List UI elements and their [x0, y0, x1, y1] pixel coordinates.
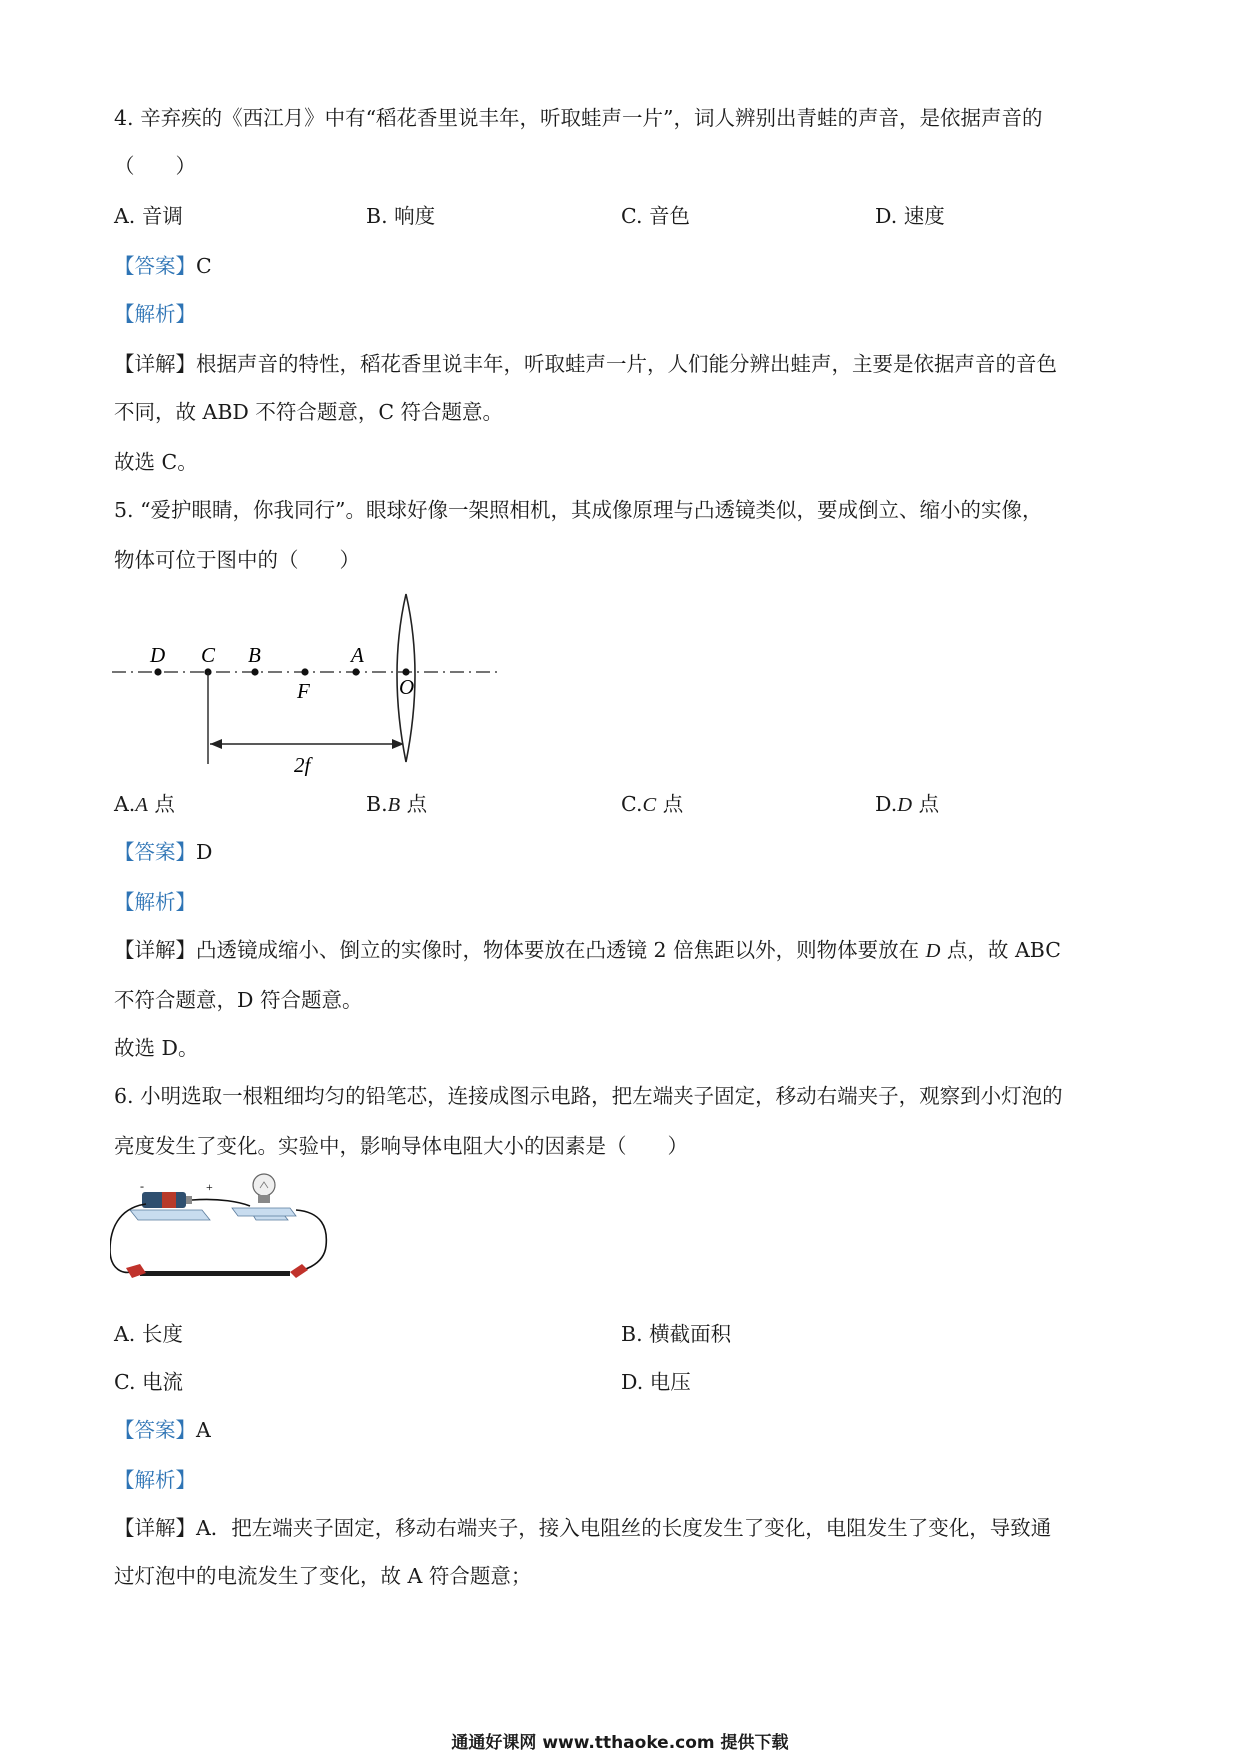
q5-stem-line2: 物体可位于图中的（ ）	[114, 548, 360, 572]
q4-detail-line2: 不同，故 ABD 不符合题意，C 符合题意。	[114, 400, 504, 424]
point-d	[154, 668, 161, 675]
q4-conclusion: 故选 C。	[114, 450, 198, 474]
answer-tag: 【答案】	[114, 254, 196, 278]
q6-option-b: B. 横截面积	[621, 1322, 732, 1346]
label-f: F	[297, 679, 310, 703]
q5-detail-line1: 【详解】凸透镜成缩小、倒立的实像时，物体要放在凸透镜 2 倍焦距以外，则物体要放在 D 点，故 ABC	[114, 938, 1061, 962]
battery-plus-label: +	[206, 1180, 213, 1194]
label-a: A	[351, 643, 364, 667]
q4-detail-line1: 【详解】根据声音的特性，稻花香里说丰年，听取蛙声一片，人们能分辨出蛙声，主要是依据声音的音色	[114, 352, 1057, 376]
q6-stem-line2: 亮度发生了变化。实验中，影响导体电阻大小的因素是（ ）	[114, 1134, 688, 1158]
right-clip	[290, 1264, 308, 1278]
light-bulb-icon	[253, 1174, 275, 1196]
q4-stem-line1: 4. 辛弃疾的《西江月》中有“稻花香里说丰年，听取蛙声一片”，词人辨别出青蛙的声音，是依据声音的	[114, 106, 1043, 130]
q5-stem-line1: 5. “爱护眼睛，你我同行”。眼球好像一架照相机，其成像原理与凸透镜类似，要成倒立、缩小的实像，	[114, 498, 1043, 522]
q6-stem-line1: 6. 小明选取一根粗细均匀的铅笔芯，连接成图示电路，把左端夹子固定，移动右端夹子，观察到小灯泡的	[114, 1084, 1063, 1108]
answer-tag: 【答案】	[114, 840, 196, 864]
q4-option-c: C. 音色	[621, 204, 691, 228]
q6-detail-line1: 【详解】A．把左端夹子固定，移动右端夹子，接入电阻丝的长度发生了变化，电阻发生了变化，导致通	[114, 1516, 1052, 1540]
label-2f: 2f	[294, 753, 311, 776]
circuit-figure	[110, 1170, 335, 1290]
q5-option-d: D.D 点	[875, 792, 940, 816]
label-b: B	[248, 643, 261, 667]
q6-option-c: C. 电流	[114, 1370, 184, 1394]
convex-lens-figure	[104, 586, 504, 776]
q6-detail-line2: 过灯泡中的电流发生了变化，故 A 符合题意；	[114, 1564, 532, 1588]
q5-option-b: B.B 点	[366, 792, 428, 816]
answer-tag: 【答案】	[114, 1418, 196, 1442]
battery-base	[130, 1210, 210, 1220]
q4-option-a: A. 音调	[114, 204, 183, 228]
wire-right	[292, 1210, 326, 1272]
q6-option-d: D. 电压	[621, 1370, 691, 1394]
q6-analysis-tag: 【解析】	[114, 1468, 196, 1492]
arrow-head-left	[210, 739, 222, 749]
label-c: C	[201, 643, 216, 667]
q5-conclusion: 故选 D。	[114, 1036, 199, 1060]
point-a	[352, 668, 359, 675]
q4-stem-line2: （ ）	[114, 154, 196, 178]
pencil-lead	[140, 1271, 290, 1276]
q4-option-b: B. 响度	[366, 204, 436, 228]
label-o: O	[399, 675, 415, 699]
point-b	[251, 668, 258, 675]
label-d: D	[150, 643, 166, 667]
battery-minus-label: -	[140, 1179, 144, 1193]
q6-option-a: A. 长度	[114, 1322, 183, 1346]
q5-option-a: A.A 点	[114, 792, 175, 816]
q5-analysis-tag: 【解析】	[114, 890, 196, 914]
q4-answer: 【答案】C	[114, 254, 212, 278]
point-f	[301, 668, 308, 675]
q5-detail-line2: 不符合题意，D 符合题意。	[114, 988, 363, 1012]
page-footer: 通通好课网 www.tthaoke.com 提供下载	[451, 1733, 789, 1753]
q4-analysis-tag: 【解析】	[114, 302, 196, 326]
q4-option-d: D. 速度	[875, 204, 945, 228]
q6-answer: 【答案】A	[114, 1418, 211, 1442]
q5-option-c: C.C 点	[621, 792, 684, 816]
q5-answer: 【答案】D	[114, 840, 213, 864]
